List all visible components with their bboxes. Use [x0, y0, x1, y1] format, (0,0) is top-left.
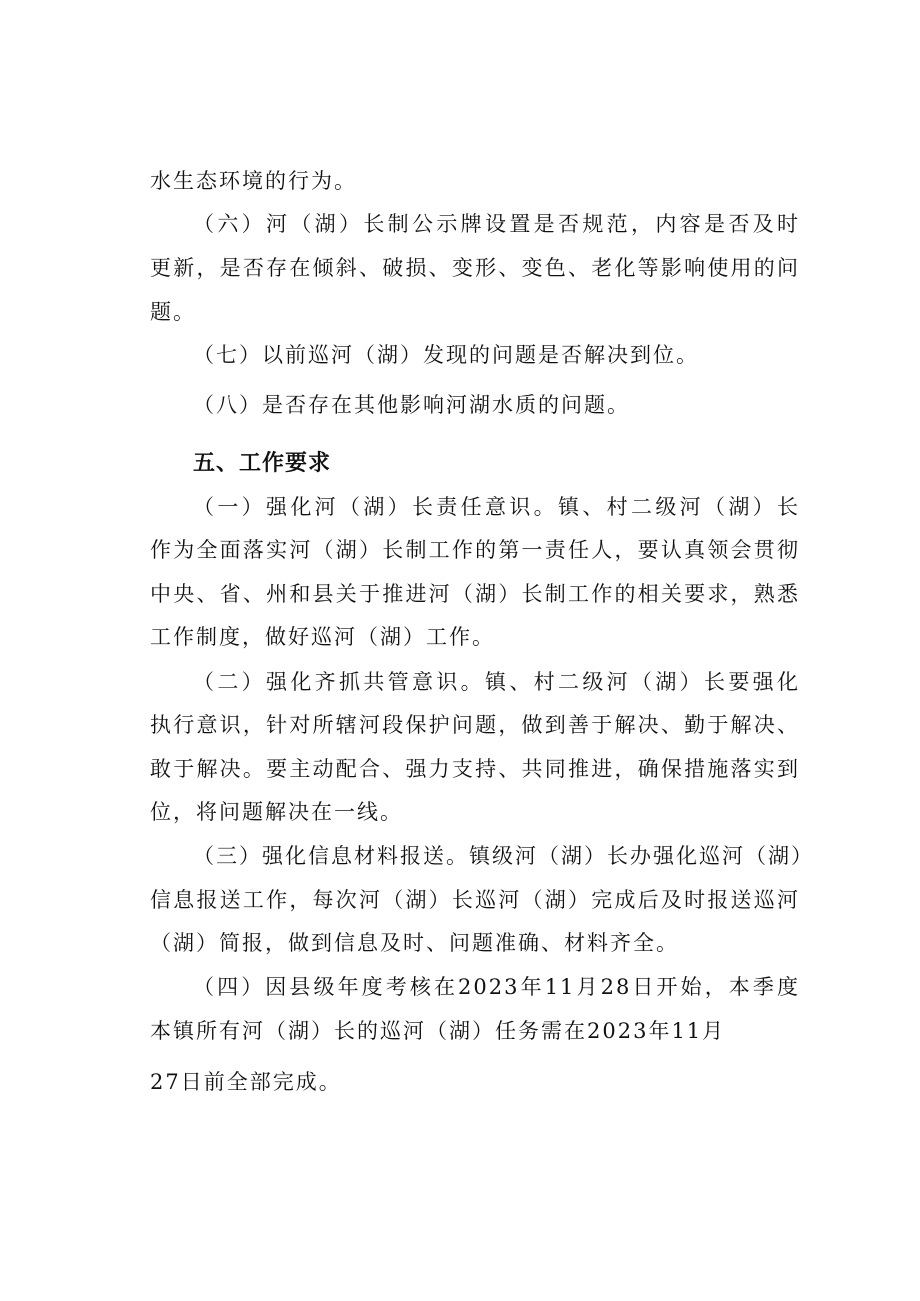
paragraph-line: （三）强化信息材料报送。镇级河（湖）长办强化巡河（湖） — [193, 844, 814, 868]
paragraph-line: 本镇所有河（湖）长的巡河（湖）任务需在2023年11月 — [150, 1019, 726, 1043]
paragraph-line: （四）因县级年度考核在2023年11月28日开始，本季度 — [193, 975, 800, 999]
paragraph-line: 题。 — [150, 300, 196, 324]
paragraph-line: 作为全面落实河（湖）长制工作的第一责任人，要认真领会贯彻 — [150, 538, 800, 562]
paragraph-line: （湖）简报，做到信息及时、问题准确、材料齐全。 — [150, 931, 679, 955]
paragraph-line: 工作制度，做好巡河（湖）工作。 — [150, 625, 495, 649]
paragraph-line: （二）强化齐抓共管意识。镇、村二级河（湖）长要强化 — [193, 670, 800, 694]
paragraph-line: 执行意识，针对所辖河段保护问题，做到善于解决、勤于解决、 — [150, 713, 800, 737]
section-heading: 五、工作要求 — [193, 451, 332, 476]
paragraph-line: （六）河（湖）长制公示牌设置是否规范，内容是否及时 — [193, 212, 800, 236]
paragraph-line: 更新，是否存在倾斜、破损、变形、变色、老化等影响使用的问 — [150, 256, 800, 280]
paragraph-line: 信息报送工作，每次河（湖）长巡河（湖）完成后及时报送巡河 — [150, 888, 800, 912]
paragraph-line: 水生态环境的行为。 — [150, 169, 357, 193]
paragraph-line: （八）是否存在其他影响河湖水质的问题。 — [193, 393, 630, 417]
paragraph-line: 27日前全部完成。 — [150, 1070, 342, 1094]
paragraph-line: 敢于解决。要主动配合、强力支持、共同推进，确保措施落实到 — [150, 757, 800, 781]
paragraph-line: （七）以前巡河（湖）发现的问题是否解决到位。 — [193, 343, 699, 367]
paragraph-line: 位，将问题解决在一线。 — [150, 800, 403, 824]
paragraph-line: 中央、省、州和县关于推进河（湖）长制工作的相关要求，熟悉 — [150, 582, 800, 606]
paragraph-line: （一）强化河（湖）长责任意识。镇、村二级河（湖）长 — [193, 495, 800, 519]
